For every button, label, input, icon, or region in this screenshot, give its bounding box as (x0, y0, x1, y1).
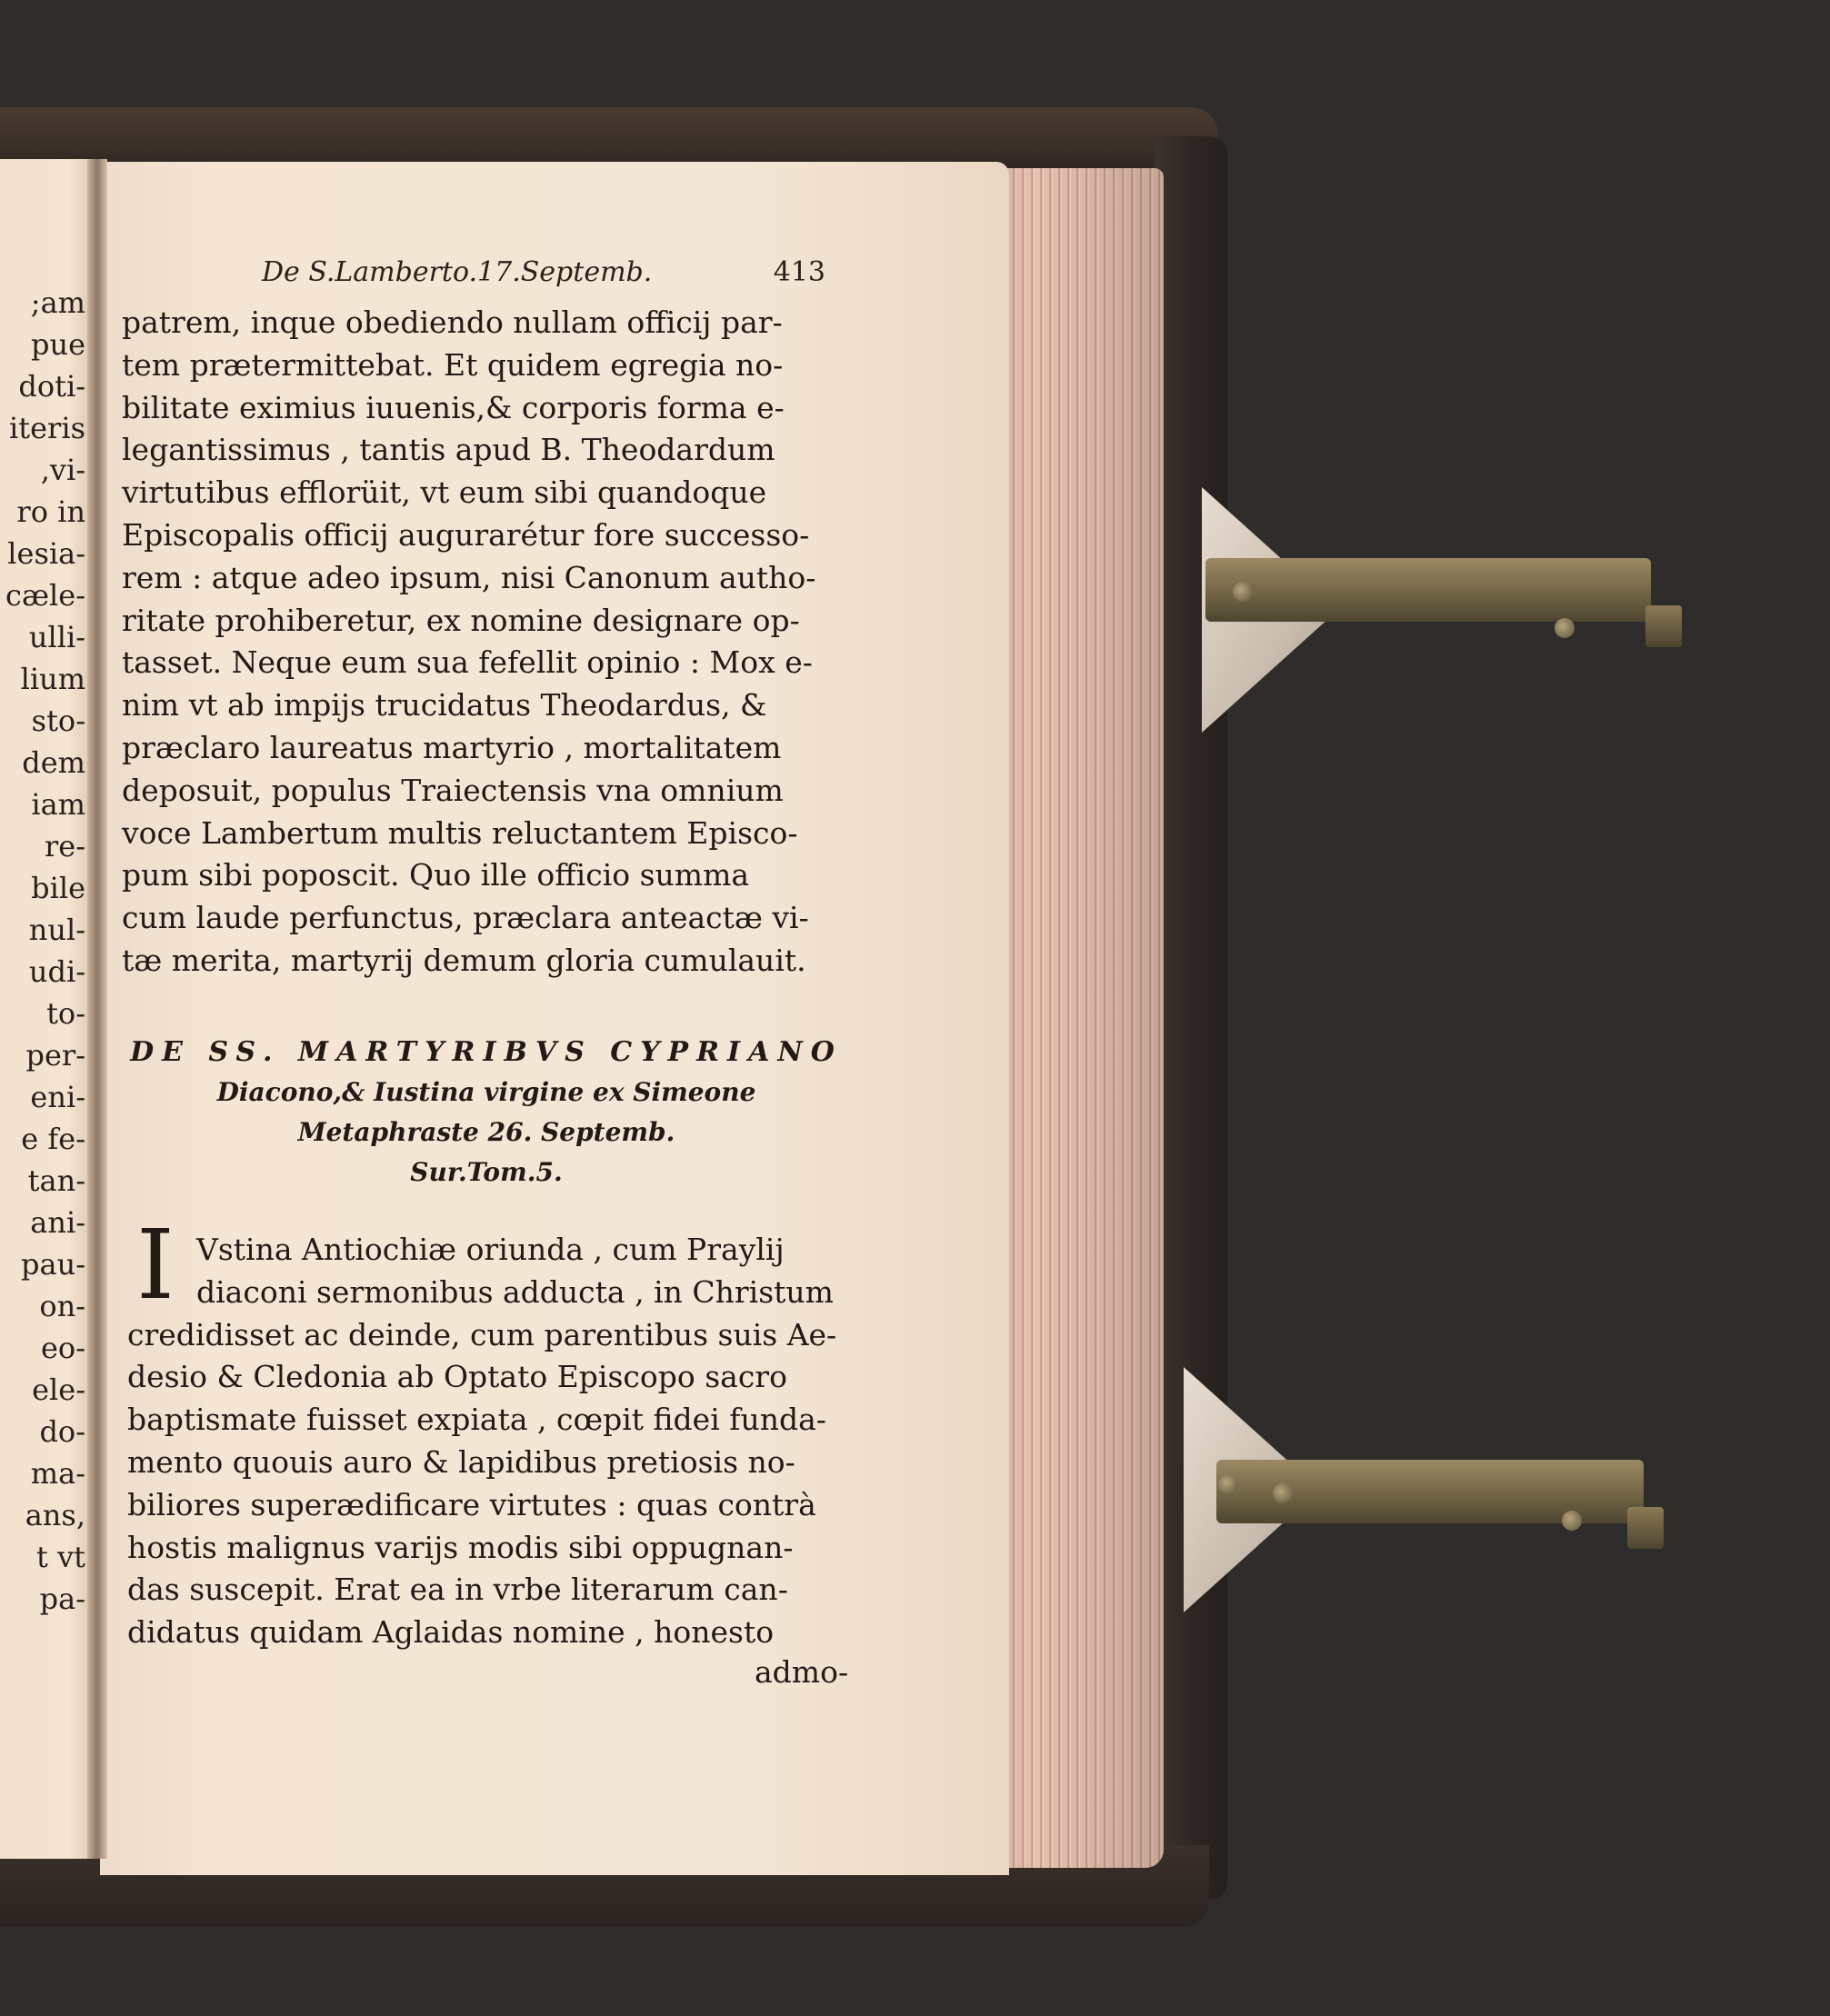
text-line: pa- (39, 1582, 85, 1616)
left-page-text-fragments (0, 282, 85, 1620)
upper-clasp-rivet (1555, 618, 1575, 638)
text-line: puе (30, 327, 85, 362)
text-line: lium (20, 662, 85, 696)
text-line: ritate prohiberetur, ex nomine designare op- (122, 602, 800, 638)
text-line: ro in (16, 494, 85, 529)
text-line: credidisset ac deinde, cum parentibus suis Ae- (127, 1316, 837, 1352)
text-line: per- (25, 1038, 85, 1073)
text-line: legantissimus , tantis apud B. Theodardum (122, 432, 775, 468)
lower-clasp-rivet (1562, 1511, 1582, 1531)
text-line: do- (39, 1414, 85, 1449)
text-line: eni- (30, 1080, 85, 1114)
text-line: sto- (31, 704, 85, 738)
section-heading-line: Sur.Tom.5. (410, 1157, 563, 1187)
paragraph-lambert (122, 302, 849, 983)
text-line: ,vi- (40, 453, 85, 487)
lower-clasp-hook (1627, 1507, 1664, 1549)
text-line: t vt (36, 1540, 85, 1574)
text-line: rem : atque adeo ipsum, nisi Canonum autho- (122, 559, 816, 595)
text-line: nim vt ab impijs trucidatus Theodardus, & (122, 687, 767, 724)
text-line: doti- (18, 369, 85, 404)
section-heading-line: Metaphraste 26. Septemb. (297, 1117, 675, 1147)
text-line: bilitate eximius iuuenis,& corporis forma e- (122, 389, 785, 425)
text-line: on- (39, 1289, 85, 1323)
text-line: tasset. Neque eum sua fefellit opinio : Mox e- (122, 644, 813, 681)
text-line: ;am (30, 285, 85, 320)
text-line: voce Lambertum multis reluctantem Episco- (122, 814, 798, 851)
text-line: tem prætermittebat. Et quidem egregia no- (122, 346, 784, 383)
text-line: deposuit, populus Traiectensis vna omnium (122, 772, 784, 808)
catchword: admo- (755, 1654, 849, 1690)
text-line: lesia- (7, 536, 85, 571)
text-line: udi- (28, 954, 85, 989)
text-line: diaconi sermonibus adducta , in Christum (196, 1273, 834, 1310)
text-line: ma- (30, 1456, 85, 1491)
text-line: to- (46, 996, 85, 1031)
paragraph-justina (127, 1229, 860, 1654)
lower-clasp-rivet (1218, 1474, 1238, 1494)
page-block-shade (982, 168, 1164, 1868)
text-line: tæ merita, martyrij demum gloria cumulauit. (122, 942, 806, 978)
text-line: ani- (30, 1205, 85, 1240)
text-line: pum sibi poposcit. Quo ille officio summa (122, 857, 750, 893)
text-line: cum laude perfunctus, præclara anteactæ vi- (122, 900, 809, 936)
text-line: re- (44, 829, 85, 863)
drop-cap: I (136, 1209, 175, 1321)
text-line: desio & Cledonia ab Optato Episcopo sacro (127, 1359, 787, 1395)
page-number: 413 (773, 256, 825, 288)
text-line: das suscepit. Erat ea in vrbe literarum can- (127, 1572, 788, 1608)
text-line: eo- (40, 1331, 85, 1365)
section-heading (127, 1033, 845, 1193)
text-line: præclaro laureatus martyrio , mortalitatem (122, 729, 782, 765)
text-line: ele- (32, 1372, 85, 1407)
text-line: e fe- (21, 1122, 85, 1156)
text-line: ulli- (28, 620, 85, 654)
text-line: didatus quidam Aglaidas nomine , honesto (127, 1614, 775, 1651)
text-line: iam (31, 787, 85, 822)
section-heading-line: Diacono,& Iustina virgine ex Simeone (216, 1077, 756, 1107)
text-line: pau- (21, 1247, 85, 1282)
text-line: hostis malignus varijs modis sibi oppugnan- (127, 1529, 794, 1565)
book-cover-fore-edge (1155, 136, 1227, 1900)
text-line: biliores superædificare virtutes : quas contrà (127, 1486, 816, 1522)
running-head (262, 256, 825, 293)
upper-clasp-rivet (1233, 582, 1253, 602)
text-line: cæle- (5, 578, 85, 613)
text-line: tan- (27, 1163, 85, 1198)
running-title: De S.Lamberto.17.Septemb. (262, 256, 653, 288)
section-heading-line: DE SS. MARTYRIBVS CYPRIANO (130, 1036, 843, 1068)
page-gutter (87, 159, 107, 1859)
text-line: iteris (9, 411, 85, 445)
text-line: virtutibus efflorüit, vt eum sibi quandoque (122, 474, 767, 511)
text-line: Episcopalis officij augurarétur fore successo- (122, 516, 810, 553)
upper-clasp-bar (1205, 558, 1651, 622)
text-line: mento quouis auro & lapidibus pretiosis no- (127, 1443, 795, 1480)
lower-clasp-rivet (1273, 1483, 1293, 1503)
text-line: ans, (25, 1498, 85, 1532)
text-line: nul- (28, 913, 85, 947)
text-line: bile (31, 871, 85, 905)
upper-clasp-hook (1645, 605, 1682, 647)
text-line: Vstina Antiochiæ oriunda , cum Praylij (196, 1232, 785, 1267)
text-line: dem (22, 745, 85, 780)
text-line: baptismate fuisset expiata , cœpit fidei funda- (127, 1402, 826, 1438)
text-line: patrem, inque obediendo nullam officij par- (122, 304, 783, 340)
